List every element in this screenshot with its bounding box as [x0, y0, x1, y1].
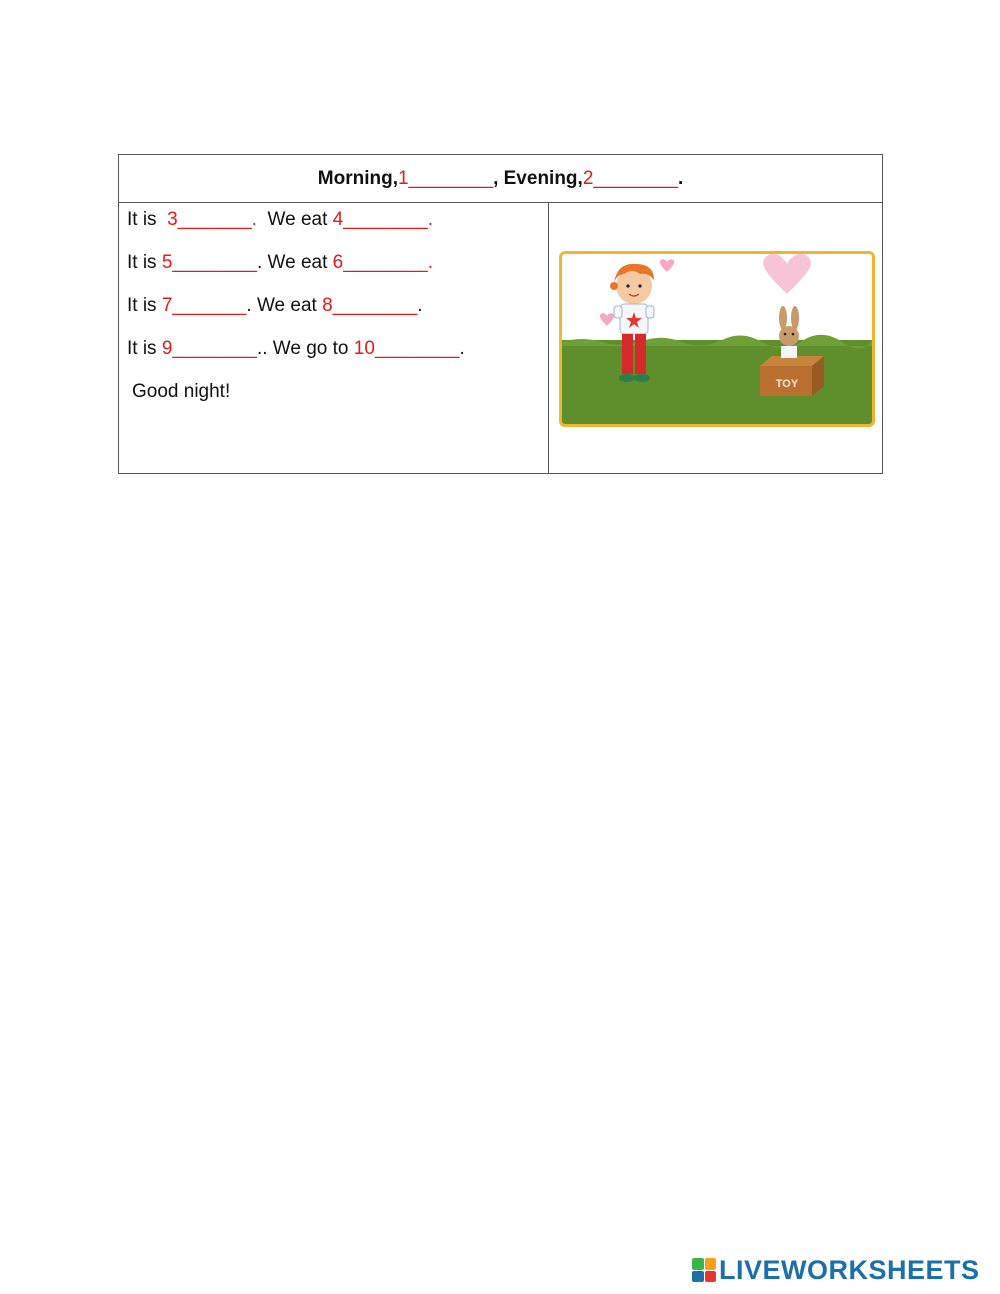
line-text: It is [127, 338, 162, 359]
line-end: . [417, 295, 423, 316]
liveworksheets-icon [692, 1258, 716, 1282]
line-text: . We eat [246, 295, 323, 316]
line-text: . We eat [256, 252, 333, 273]
line-end: . [459, 338, 465, 359]
illustration-svg [562, 254, 872, 424]
sentence-line-3 [127, 294, 548, 337]
brand-text: LIVEWORKSHEETS [719, 1254, 980, 1285]
sentence-line-2 [127, 251, 548, 294]
sentences-cell [119, 203, 549, 474]
blank-1[interactable]: 1________ [397, 167, 494, 189]
line-text: It is [127, 209, 168, 230]
header-end: . [677, 167, 684, 189]
liveworksheets-logo [692, 1256, 980, 1284]
header-morning: Morning, [317, 167, 398, 189]
blank-3[interactable]: 3_______. [167, 209, 257, 230]
blank-2[interactable]: 2________ [582, 167, 678, 189]
blank-9[interactable]: 9________ [161, 338, 257, 359]
toy-box [760, 356, 824, 396]
good-night-text: Good night! [132, 381, 231, 402]
boy-and-bunny-illustration [559, 251, 875, 427]
blank-4[interactable]: 4________. [332, 209, 434, 230]
blank-8[interactable]: 8________ [322, 295, 418, 316]
line-text: We eat [256, 209, 333, 230]
toy-label: TOY [775, 378, 799, 390]
sentence-line-1 [127, 208, 548, 251]
line-text: It is [127, 252, 162, 273]
blank-7[interactable]: 7_______ [161, 295, 247, 316]
line-text: .. We go to [256, 338, 354, 359]
header-evening: , Evening, [493, 167, 583, 189]
blank-5[interactable]: 5________ [161, 252, 257, 273]
blank-6[interactable]: 6________. [332, 252, 434, 273]
line-text: It is [127, 295, 162, 316]
grass [562, 340, 872, 424]
worksheet-table [118, 154, 883, 474]
blank-10[interactable]: 10________ [353, 338, 460, 359]
sentence-line-4 [127, 337, 548, 380]
header-row [119, 155, 882, 203]
picture-cell [550, 203, 883, 474]
